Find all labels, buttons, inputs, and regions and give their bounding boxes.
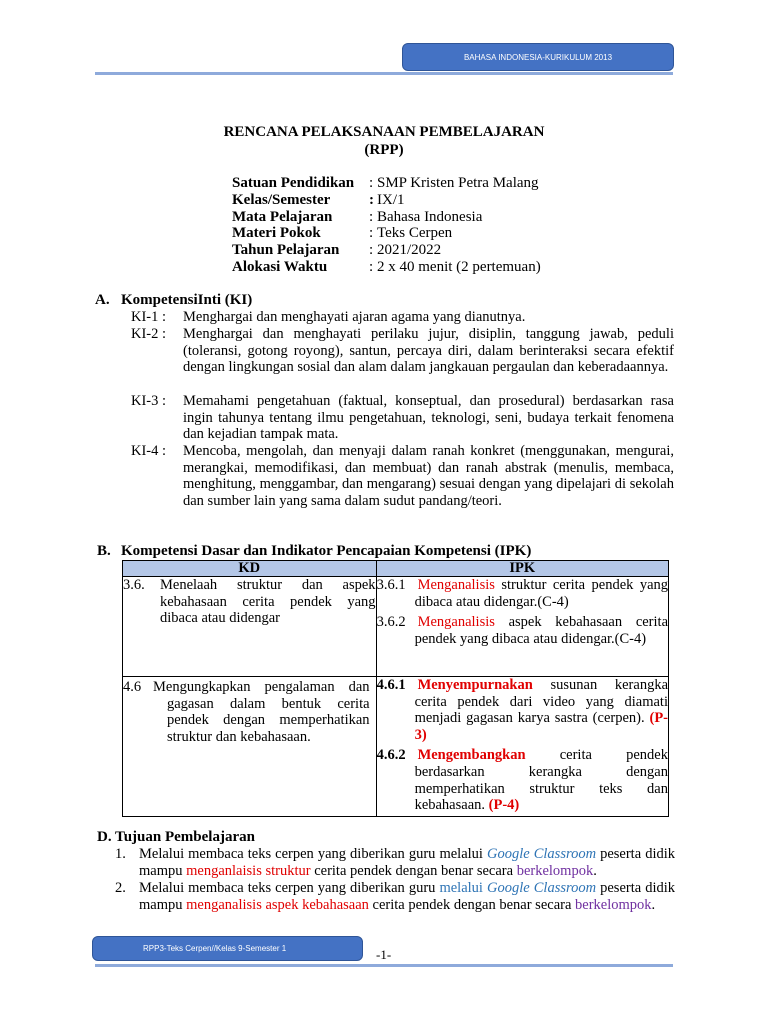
- document-subtitle: (RPP): [364, 142, 404, 158]
- section-b-heading: Kompetensi Dasar dan Indikator Pencapaian Kompetensi (IPK): [121, 543, 532, 559]
- section-d-heading: D. Tujuan Pembelajaran: [97, 829, 255, 845]
- ipk-cell: [376, 677, 668, 817]
- objective-item: 2. Melalui membaca teks cerpen yang diberikan guru melalui Google Classroom peserta didik mampu menganalisis aspek kebahasaan cerita pendek dengan benar secara berkelompok.: [115, 880, 676, 913]
- ipk-item: 4.6.2 Mengembangkan cerita pendek berdasarkan kerangka dengan memperhatikan struktur teks dan kebahasaan. (P-4): [376, 747, 668, 814]
- identity-row: Kelas/Semester : IX/1: [232, 191, 405, 208]
- ipk-cell: [376, 577, 668, 677]
- identity-row: Materi Pokok : Teks Cerpen: [232, 225, 453, 242]
- section-a-heading: KompetensiInti (KI): [121, 292, 253, 308]
- section-a-letter: A.: [95, 292, 110, 308]
- identity-block: [232, 175, 541, 276]
- ki-item: KI-3 : Memahami pengetahuan (faktual, konseptual, dan prosedural) berdasarkan rasa ingin tahunya tentang ilmu pengetahuan, teknologi, seni, budaya terkait fenomena dan kejadian tampak mata.: [131, 393, 674, 443]
- footer-badge: RPP3-Teks Cerpen//Kelas 9-Semester 1: [92, 936, 363, 961]
- kd-ipk-table: [122, 560, 669, 817]
- identity-row: Tahun Pelajaran : 2021/2022: [232, 242, 442, 259]
- kd-cell: 3.6. Menelaah struktur dan aspek kebahasaan cerita pendek yang dibaca atau didengar: [123, 577, 377, 677]
- kd-cell: 4.6 Mengungkapkan pengalaman dan gagasan dalam bentuk cerita pendek dengan memperhatikan struktur dan kebahasaan.: [123, 677, 377, 817]
- section-b-letter: B.: [97, 543, 111, 559]
- ipk-item: 4.6.1 Menyempurnakan susunan kerangka cerita pendek dari video yang diamati menjadi gagasan karya sastra (cerpen). (P-3): [376, 677, 669, 743]
- ki-item: KI-1 : Menghargai dan menghayati ajaran agama yang dianutnya.: [131, 309, 526, 325]
- header-divider: [95, 72, 673, 75]
- column-header-kd: KD: [123, 561, 377, 577]
- identity-row: Mata Pelajaran : Bahasa Indonesia: [232, 208, 483, 225]
- identity-row: Satuan Pendidikan : SMP Kristen Petra Malang: [232, 175, 539, 191]
- header-badge: BAHASA INDONESIA-KURIKULUM 2013: [402, 43, 674, 71]
- identity-row: Alokasi Waktu : 2 x 40 menit (2 pertemuan): [232, 258, 541, 275]
- objective-item: 1. Melalui membaca teks cerpen yang diberikan guru melalui Google Classroom peserta didik mampu menganlaisis struktur cerita pendek dengan benar secara berkelompok.: [115, 846, 676, 879]
- ki-item: KI-4 : Mencoba, mengolah, dan menyaji dalam ranah konkret (menggunakan, mengurai, merangkai, memodifikasi, dan membuat) dan ranah abstrak (menulis, membaca, menghitung, menggambar, dan mengarang) sesuai dengan yang dipelajari di sekolah dan sumber lain yang sama dalam sudut pandang/teori.: [131, 443, 674, 509]
- ipk-item: 3.6.1 Menganalisis struktur cerita pendek yang dibaca atau didengar.(C-4): [376, 577, 668, 610]
- column-header-ipk: IPK: [376, 561, 668, 577]
- footer-divider: [95, 964, 673, 967]
- page-number: -1-: [376, 947, 392, 962]
- document-title: RENCANA PELAKSANAAN PEMBELAJARAN: [223, 124, 545, 140]
- ki-item: KI-2 : Menghargai dan menghayati perilaku jujur, disiplin, tanggung jawab, peduli (toleransi, gotong royong), santun, percaya diri, dalam berinteraksi secara efektif dengan lingkungan sosial dan alam dalam jangkauan pergaulan dan keberadaannya.: [131, 326, 674, 376]
- ipk-item: 3.6.2 Menganalisis aspek kebahasaan cerita pendek yang dibaca atau didengar.(C-4): [376, 614, 669, 647]
